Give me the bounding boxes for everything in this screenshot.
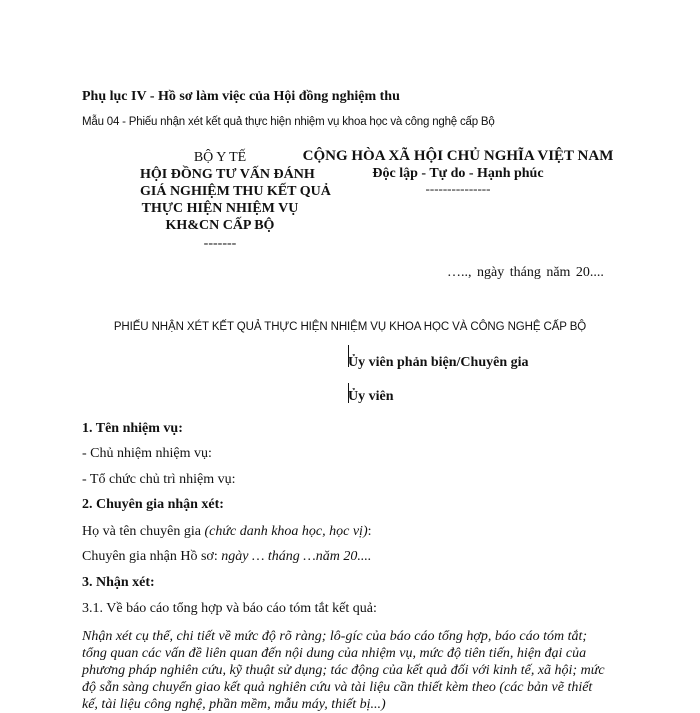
role-member: Ủy viên [348, 389, 394, 404]
national-header-block [298, 147, 618, 195]
subsection-3-1-guidance: Nhận xét cụ thể, chi tiết về mức độ rõ ràng; lô-gíc của báo cáo tổng hợp, báo cáo tóm tắt; tổng quan các vấn đề liên quan đến nội dung của nhiệm vụ, mức độ tiên tiến, hiện đại của phương pháp nghiên cứu, kỹ thuật sử dụng; tác động của kết quả đối với kinh tế, xã hội; mức độ sẵn sàng chuyển giao kết quả nghiên cứu và tài liệu cần thiết kèm theo (các bản vẽ thiết kế, tài liệu công nghệ, phần mềm, mẫu máy, thiết bị...) [82, 629, 605, 712]
council-name-line: KH&CN CẤP BỘ [165, 218, 275, 233]
task-lead-field: - Chủ nhiệm nhiệm vụ: [82, 446, 212, 461]
republic-name: CỘNG HÒA XÃ HỘI CHỦ NGHĨA VIỆT NAM [302, 148, 614, 164]
received-date-field [82, 549, 371, 565]
expert-name-label: Họ và tên chuyên gia [82, 524, 205, 539]
ministry-name: BỘ Y TẾ [193, 150, 247, 165]
received-label: Chuyên gia nhận Hồ sơ: [82, 549, 222, 564]
expert-name-hint: (chức danh khoa học, học vị) [204, 524, 368, 539]
expert-name-field [82, 524, 372, 540]
council-name-line: GIÁ NGHIỆM THU KẾT QUẢ [140, 184, 331, 199]
council-name-line: HỘI ĐỒNG TƯ VẤN ĐÁNH [140, 167, 315, 182]
council-name-line: THỰC HIỆN NHIỆM VỤ [141, 201, 299, 216]
subsection-3-1-heading: 3.1. Về báo cáo tổng hợp và báo cáo tóm tắt kết quả: [82, 601, 377, 616]
document-title: PHIẾU NHẬN XÉT KẾT QUẢ THỰC HIỆN NHIỆM VỤ KHOA HỌC VÀ CÔNG NGHỆ CẤP BỘ [113, 321, 587, 333]
left-separator: ------- [203, 236, 237, 251]
section-3-heading: 3. Nhận xét: [82, 575, 155, 590]
role-reviewer: Ủy viên phản biện/Chuyên gia [348, 355, 529, 370]
form-subtitle: Mẫu 04 - Phiếu nhận xét kết quả thực hiện nhiệm vụ khoa học và công nghệ cấp Bộ [82, 116, 495, 128]
expert-name-colon: : [367, 524, 372, 539]
right-separator: --------------- [425, 181, 491, 196]
host-organization-field: - Tổ chức chủ trì nhiệm vụ: [82, 472, 236, 487]
section-2-heading: 2. Chuyên gia nhận xét: [82, 497, 224, 512]
issuing-body-block [140, 149, 331, 252]
national-motto: Độc lập - Tự do - Hạnh phúc [372, 166, 544, 181]
appendix-heading: Phụ lục IV - Hồ sơ làm việc của Hội đồng nghiệm thu [82, 89, 400, 104]
section-1-heading: 1. Tên nhiệm vụ: [82, 421, 183, 436]
date-line: ….., ngày tháng năm 20.... [447, 265, 604, 280]
received-date: ngày … tháng …năm 20.... [221, 549, 372, 564]
